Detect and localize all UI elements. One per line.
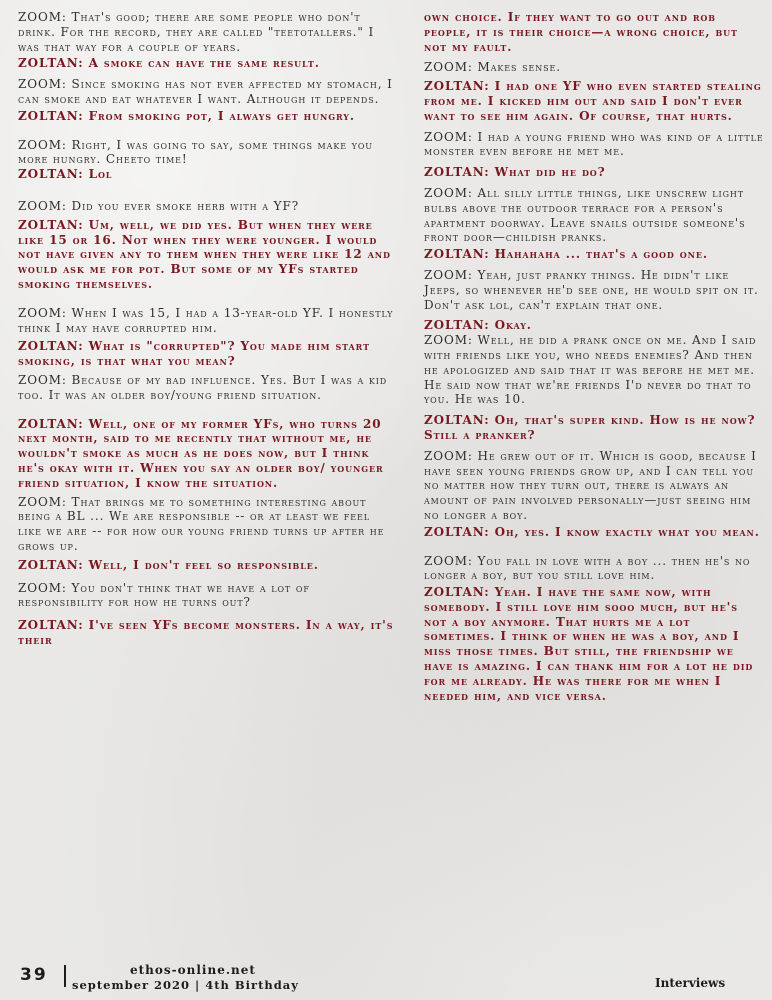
zoom-line: ZOOM: Well, he did a prank once on me. And I said with friends like you, who needs enemies? And then he apologized and said that it was before he met me. He said now that we're friends I'd never do that to you. He was 10. [424, 333, 757, 407]
zoom-line: ZOOM: You don't think that we have a lot of responsibility for how he turns out? [18, 580, 310, 610]
zoltan-line: ZOLTAN: From smoking pot, I always get hungry. [18, 108, 355, 123]
zoltan-line: ZOLTAN: Um, well, we did yes. But when they were like 15 or 16. Not when they were younger. I would not have given any to them when they were like 12 and would ask me for pot. But some of my YFs started smoking themselves. [18, 217, 391, 291]
zoom-line: ZOOM: Right, I was going to say, some things make you more hungry. Cheeto time! [18, 137, 373, 167]
zoltan-line: ZOLTAN: What did he do? [424, 165, 606, 180]
zoltan-line: ZOLTAN: I had one YF who even started stealing from me. I kicked him out and said I don't ever want to see him again. Of course, that hurts. [424, 79, 762, 123]
zoom-line: ZOOM: All silly little things, like unscrew light bulbs above the outdoor terrace for a person's apartment doorway. Leave snails outside someone's front door—childish pranks. [424, 185, 746, 245]
zoom-line: ZOOM: When I was 15, I had a 13-year-old YF. I honestly think I may have corrupted him. [18, 305, 394, 335]
zoom-line: ZOOM: That's good; there are some people who don't drink. For the record, they are called "teetotallers." I was that way for a couple of years. [18, 10, 375, 54]
zoom-line: ZOOM: I had a young friend who was kind of a little monster even before he met me. [424, 129, 764, 159]
zoom-line: ZOOM: Did you ever smoke herb with a YF? [18, 198, 300, 213]
zoltan-line: ZOLTAN: Okay. [424, 318, 532, 333]
zoom-line: ZOOM: You fall in love with a boy ... then he's no longer a boy, but you still love him. [424, 553, 751, 583]
footer-site: ethos-online.net [130, 963, 256, 977]
right-column [424, 10, 764, 703]
zoltan-line: ZOLTAN: Yeah. I have the same now, with somebody. I still love him sooo much, but he's not a boy anymore. That hurts me a lot sometimes. I think of when he was a boy, and I miss those times. But still, the friendship we have is amazing. I can thank him for a lot he did for me already. He was there for me when I needed him, and vice versa. [424, 585, 754, 703]
zoltan-line: ZOLTAN: Lol [18, 167, 113, 182]
footer-date: september 2020 | 4th Birthday [72, 978, 299, 992]
zoom-line: ZOOM: Yeah, just pranky things. He didn't like Jeeps, so whenever he'd see one, he would spit on it. Don't ask lol, can't explain that one. [424, 267, 759, 312]
left-column [18, 10, 396, 648]
zoltan-line: ZOLTAN: Well, one of my former YFs, who turns 20 next month, said to me recently that without me, he wouldn't smoke as much as he does now, but I think he's okay with it. When you say an older boy/ younger friend situation, I know the situation. [18, 416, 384, 490]
zoom-line: ZOOM: That brings me to something interesting about being a BL ... We are responsible -- or at least we feel like we are -- for how our young friend turns up after he grows up. [18, 494, 385, 553]
zoltan-line: ZOLTAN: A smoke can have the same result. [18, 56, 320, 71]
page-number: 39 [20, 965, 48, 985]
zoom-line: ZOOM: Because of my bad influence. Yes. But I was a kid too. It was an older boy/young friend situation. [18, 372, 388, 402]
zoltan-line: ZOLTAN: Oh, that's super kind. How is he now? Still a pranker? [424, 413, 756, 442]
zoom-line: ZOOM: Since smoking has not ever affected my stomach, I can smoke and eat whatever I want. Although it depends. [18, 77, 393, 106]
zoltan-line: ZOLTAN: Hahahaha ... that's a good one. [424, 247, 708, 262]
zoom-line: ZOOM: He grew out of it. Which is good, because I have seen young friends grow up, and I can tell you no matter how they turn out, there is always an amount of pain involved personally—just seeing him no longer a boy. [424, 448, 757, 522]
zoltan-line: ZOLTAN: Well, I don't feel so responsible. [18, 557, 319, 572]
zoom-line: ZOOM: Makes sense. [424, 60, 561, 75]
footer-section: Interviews [655, 976, 726, 990]
footer-divider [64, 965, 66, 987]
zoltan-line: ZOLTAN: Oh, yes. I know exactly what you mean. [424, 524, 760, 539]
zoltan-line: ZOLTAN: I've seen YFs become monsters. In a way, it's their [18, 618, 394, 647]
zoltan-line: ZOLTAN: What is "corrupted"? You made him start smoking, is that what you mean? [18, 339, 370, 369]
zoltan-line: own choice. If they want to go out and rob people, it is their choice—a wrong choice, but not my fault. [424, 10, 738, 54]
